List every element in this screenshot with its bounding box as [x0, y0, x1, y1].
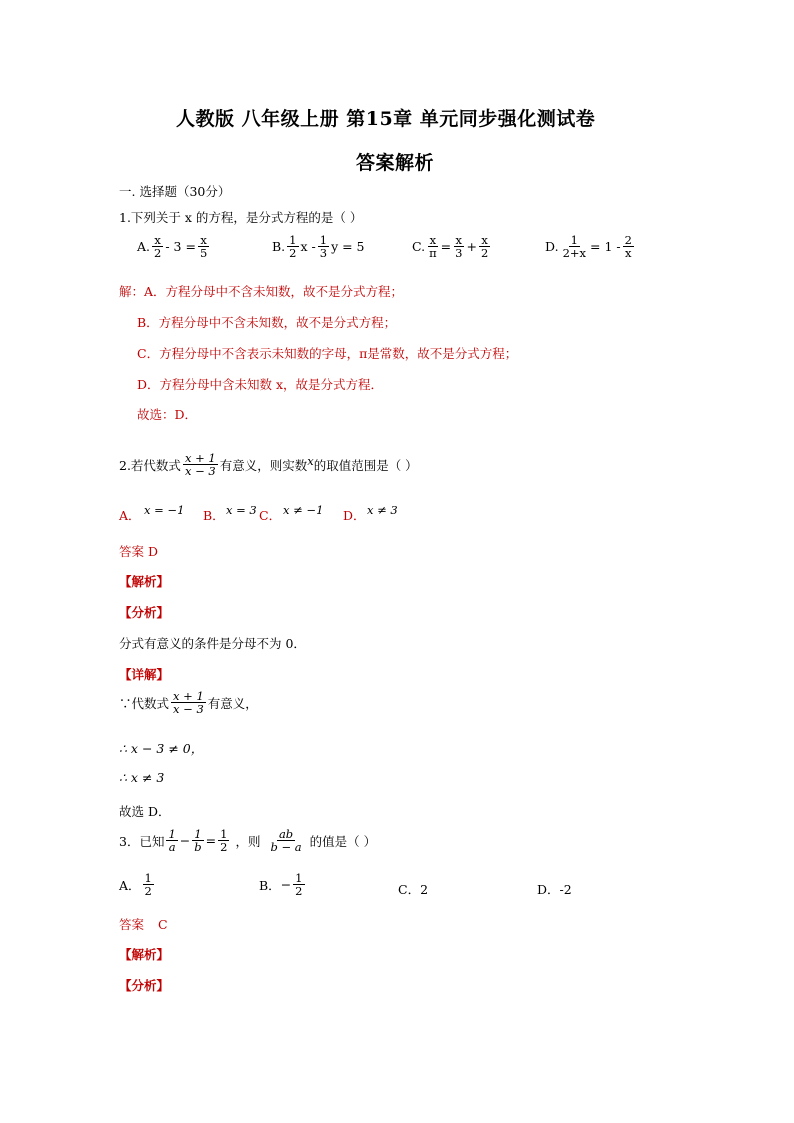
q2-because-den: x − 3: [173, 702, 204, 717]
q3-option-d: D．-2: [537, 882, 572, 897]
q3-option-a-label: A．: [119, 877, 141, 893]
q1-option-c: [412, 234, 492, 259]
q2-option-a-label: A．: [119, 508, 141, 523]
q3-d2: b: [194, 840, 202, 855]
q1-a-den1: 2: [154, 246, 162, 261]
q2-option-d-label: D．: [343, 508, 366, 523]
q3-a-num: 1: [144, 871, 152, 885]
q1-c-den3: 2: [480, 246, 489, 261]
q3-frac4: [268, 828, 303, 853]
q2-stem-post: 的取值范围是（ ）: [313, 457, 418, 473]
q1-c-plus: +: [466, 239, 477, 255]
q2-den: x − 3: [184, 464, 216, 479]
q2-stem-mid: 有意义，则实数: [219, 457, 308, 473]
q1-b-mid: x -: [300, 239, 316, 255]
q1-option-c-label: C.: [412, 239, 426, 255]
q1-d-den1: 2+x: [562, 246, 587, 261]
q3-frac2: [192, 828, 203, 853]
q3-answer: [119, 915, 168, 933]
q3-option-b: [259, 872, 307, 897]
q3-option-c: C．2: [398, 882, 429, 897]
q1-solution-4: D．方程分母中含未知数 x，故是分式方程．: [137, 377, 384, 392]
q1-b-frac1: [287, 234, 298, 259]
q1-c-den2: 3: [455, 246, 463, 261]
q1-c-num1: x: [429, 233, 437, 247]
q2-because-tail: 有意义，: [207, 695, 258, 711]
q3-option-b-label: B．: [259, 877, 281, 893]
q1-b-den2: 3: [319, 246, 328, 261]
section-heading: 一. 选择题（30分）: [119, 184, 231, 199]
q2-fraction: [183, 452, 218, 477]
q3-n2: 1: [194, 827, 202, 841]
q2-option-c-label: C．: [259, 508, 282, 523]
q3-a-frac: [143, 872, 154, 897]
q1-a-num1: x: [154, 233, 161, 247]
q3-eq: =: [205, 833, 217, 849]
q3-n1: 1: [168, 827, 176, 841]
q2-because-num: x + 1: [173, 689, 204, 703]
q2-because: ∵代数式: [119, 695, 170, 711]
q1-solution-1: 解：A．方程分母中不含未知数，故不是分式方程；: [119, 284, 404, 299]
q2-option-d-value: x ≠ 3: [367, 503, 398, 517]
q2-fenxi-heading: 【分析】: [119, 605, 170, 620]
q2-option-b-value: x = 3: [226, 503, 257, 517]
q1-a-mid: - 3 =: [165, 239, 196, 255]
q3-jiexi-heading: 【解析】: [119, 947, 170, 962]
q3-answer-value: C: [158, 917, 168, 932]
q3-n3: 1: [220, 827, 228, 841]
q1-option-b: [272, 234, 365, 259]
q2-var: x: [307, 453, 314, 468]
q1-a-frac1: [152, 234, 163, 259]
q2-because-fraction: [171, 690, 206, 715]
q1-d-num1: 1: [570, 233, 578, 247]
q2-jiexi-heading: 【解析】: [119, 574, 170, 589]
q2-fenxi-text: 分式有意义的条件是分母不为 0．: [119, 636, 306, 651]
q1-c-frac3: [479, 234, 490, 259]
page-subtitle: 答案解析: [356, 152, 435, 174]
q3-stem: [119, 828, 376, 853]
q1-option-a-label: A.: [137, 239, 151, 255]
q2-num: x + 1: [184, 451, 216, 465]
q1-c-num2: x: [455, 233, 463, 247]
q3-a-den: 2: [144, 884, 152, 899]
q1-solution-5: 故选：D．: [137, 407, 198, 422]
q1-a-num2: x: [200, 233, 207, 247]
q3-b-frac: [293, 872, 304, 897]
q1-c-num3: x: [481, 233, 488, 247]
q3-stem-pre: 3．已知: [119, 833, 165, 849]
q3-minus: −: [179, 833, 191, 849]
q1-b-num2: 1: [319, 233, 328, 247]
q3-stem-mid: ，则: [235, 833, 261, 849]
q1-solution-3: C．方程分母中不含表示未知数的字母，π是常数，故不是分式方程；: [137, 346, 518, 361]
q1-option-b-label: B.: [272, 239, 286, 255]
q2-answer: 答案 D: [119, 544, 158, 559]
q1-option-d: [545, 234, 636, 259]
q3-frac3: [218, 828, 229, 853]
q1-b-tail: y = 5: [331, 239, 365, 255]
q1-d-num2: 2: [624, 233, 632, 247]
q1-c-mid: =: [440, 239, 452, 255]
q2-option-a-value: x = −1: [144, 503, 185, 517]
q1-a-frac2: [198, 234, 209, 259]
q3-d1: a: [168, 840, 176, 855]
q1-d-den2: x: [625, 246, 632, 261]
q3-option-a: [119, 872, 156, 897]
q1-b-frac2: [318, 234, 329, 259]
q2-because-line: [119, 690, 258, 715]
q1-c-frac2: [453, 234, 464, 259]
q1-d-frac2: [623, 234, 634, 259]
q3-option-b-sign: −: [280, 877, 292, 893]
q2-xiangjie-heading: 【详解】: [119, 667, 170, 682]
q2-option-c-value: x ≠ −1: [283, 503, 324, 517]
q1-c-frac1: [427, 234, 439, 259]
q3-fenxi-heading: 【分析】: [119, 978, 170, 993]
q1-stem: 1.下列关于 x 的方程，是分式方程的是（ ）: [119, 210, 363, 225]
q1-option-a: [137, 234, 211, 259]
q1-d-mid: = 1 -: [590, 239, 621, 255]
q2-option-b-label: B．: [203, 508, 225, 523]
q1-c-den1: π: [429, 246, 437, 261]
q1-b-num1: 1: [289, 233, 297, 247]
q2-stem-pre: 2.若代数式: [119, 457, 181, 473]
q1-option-d-label: D.: [545, 239, 559, 255]
page-title: 人教版 八年级上册 第15章 单元同步强化测试卷: [176, 108, 596, 130]
q2-step-1: ∴ x − 3 ≠ 0，: [119, 741, 204, 756]
q3-b-den: 2: [295, 884, 303, 899]
q3-b-num: 1: [295, 871, 303, 885]
q1-solution-2: B．方程分母中不含未知数，故不是分式方程；: [137, 315, 397, 330]
q2-choose: 故选 D．: [119, 804, 171, 819]
q3-d4: b − a: [270, 840, 302, 855]
q2-step-2: ∴ x ≠ 3: [119, 770, 165, 785]
q3-d3: 2: [220, 840, 228, 855]
q3-answer-label: 答案: [119, 917, 145, 932]
q1-a-den2: 5: [199, 246, 208, 261]
q1-d-frac1: [561, 234, 588, 259]
q3-n4: ab: [278, 827, 294, 841]
q3-frac1: [166, 828, 177, 853]
q1-b-den1: 2: [289, 246, 297, 261]
q2-stem: [119, 452, 418, 477]
q3-stem-post: 的值是（ ）: [309, 833, 377, 849]
